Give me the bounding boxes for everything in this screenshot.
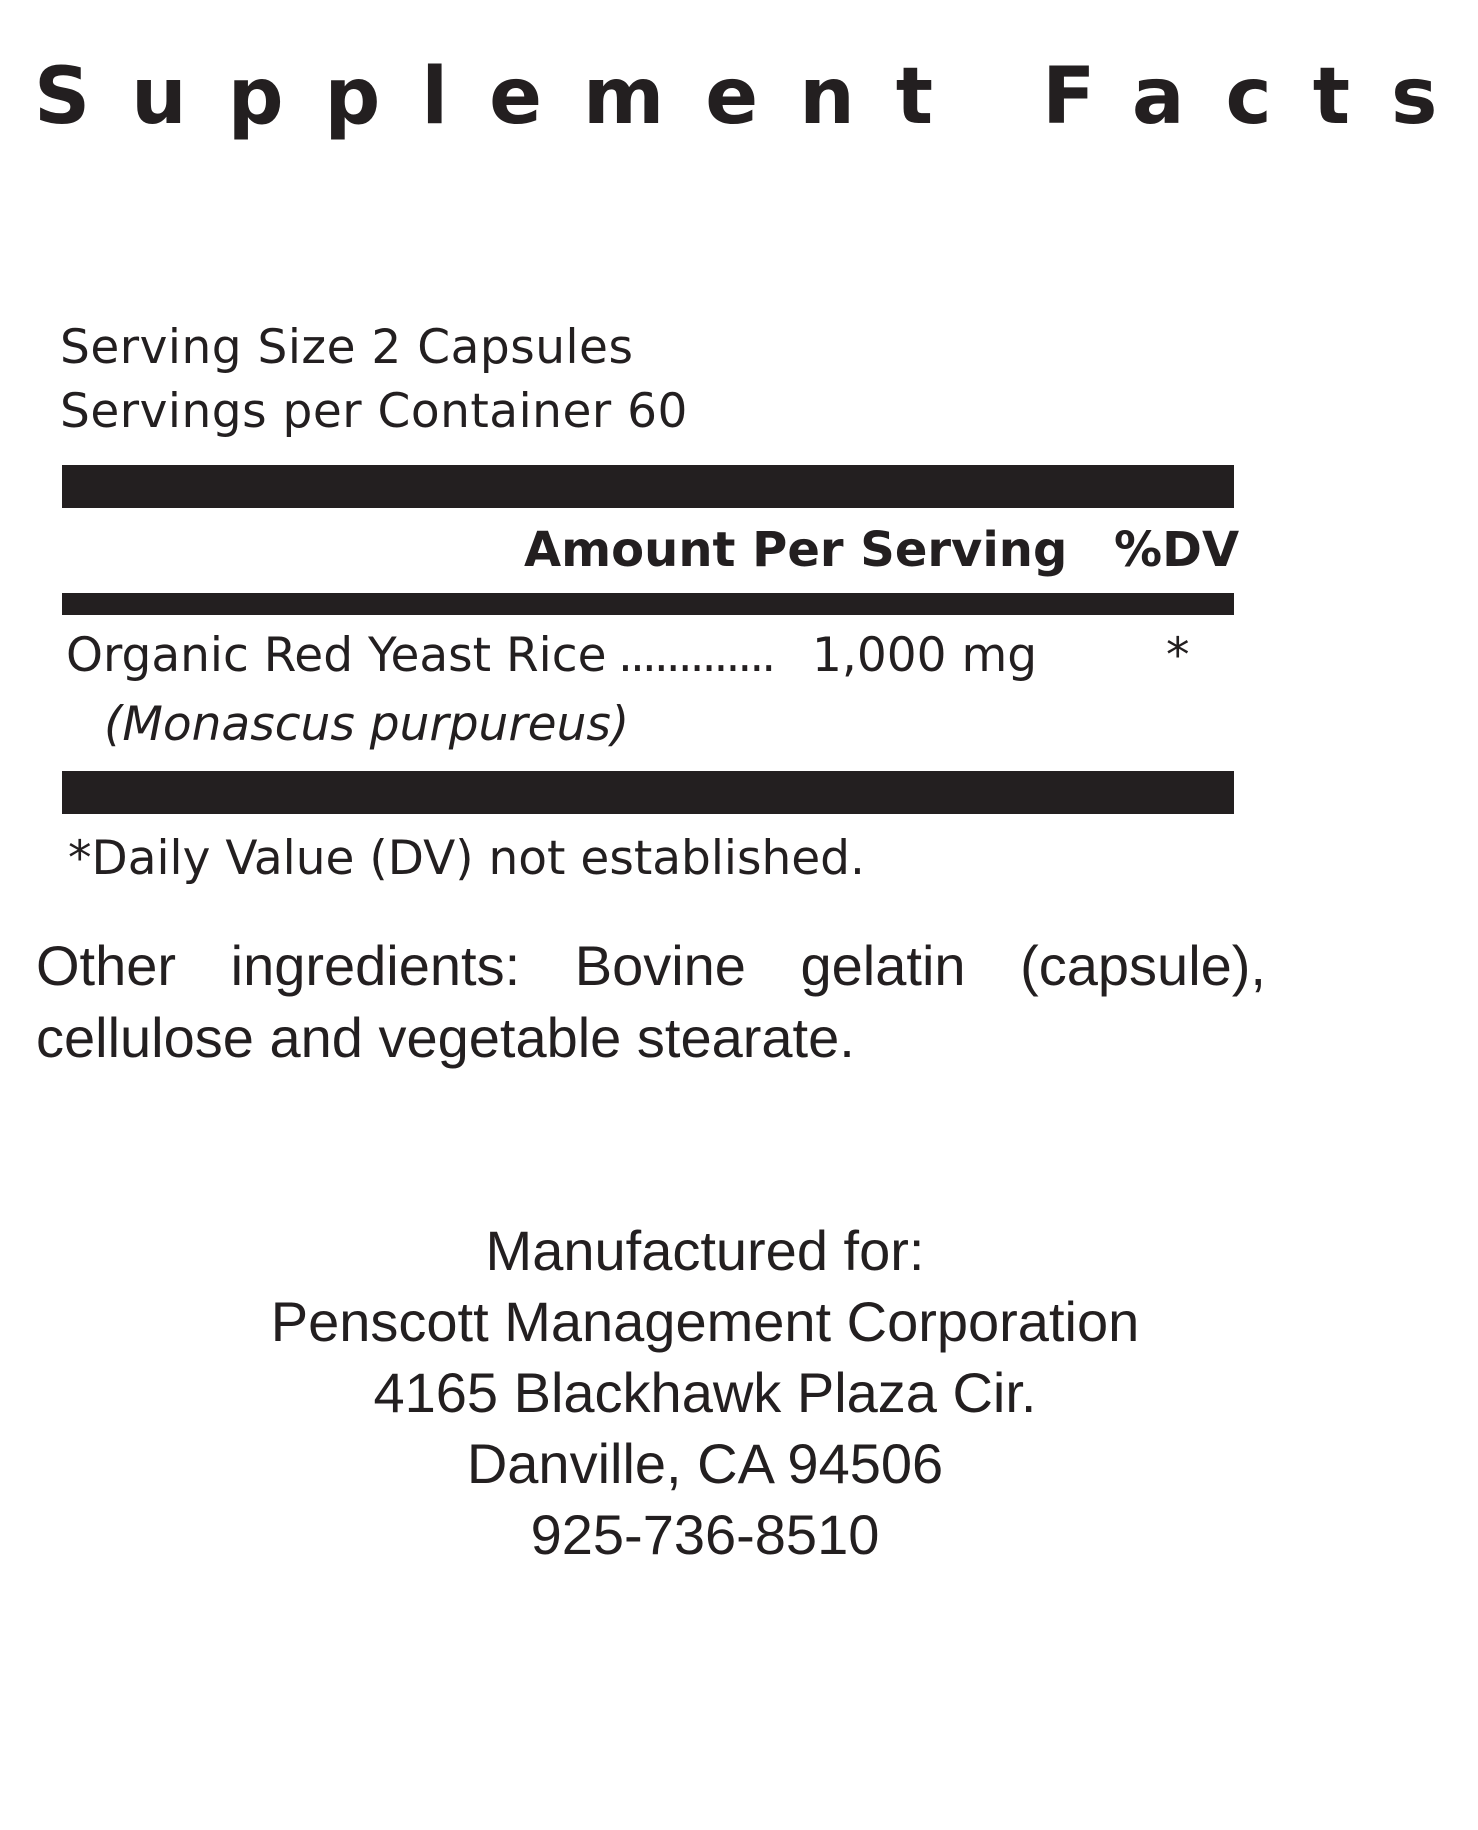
manufacturer-block [0,1215,1410,1570]
ingredient-latin-name: (Monascus purpureus) [104,697,630,752]
ingredient-dv: * [1166,628,1190,683]
manufacturer-phone: 925-736-8510 [530,1503,880,1566]
ingredient-amount: 1,000 mg [812,628,1038,683]
daily-value-footnote: *Daily Value (DV) not established. [68,831,865,886]
other-ingredients: Other ingredients: Bovine gelatin (capsule), cellulose and vegetable stearate. [36,934,1266,1069]
servings-per-container: Servings per Container 60 [60,384,688,439]
manufactured-for-label: Manufactured for: [485,1219,925,1282]
thick-divider-bottom [62,771,1234,814]
daily-value-header: %DV [1114,522,1240,578]
ingredient-leader-dots: ............. [618,628,774,683]
manufacturer-company: Penscott Management Corporation [270,1290,1140,1353]
supplement-facts-title: Supplement Facts [34,52,1478,142]
ingredient-name: Organic Red Yeast Rice [66,628,607,683]
thin-divider [62,593,1234,615]
thick-divider-top [62,465,1234,508]
amount-per-serving-header: Amount Per Serving [524,522,1068,578]
serving-size: Serving Size 2 Capsules [60,320,634,375]
manufacturer-city: Danville, CA 94506 [466,1432,944,1495]
manufacturer-address: 4165 Blackhawk Plaza Cir. [373,1361,1037,1424]
